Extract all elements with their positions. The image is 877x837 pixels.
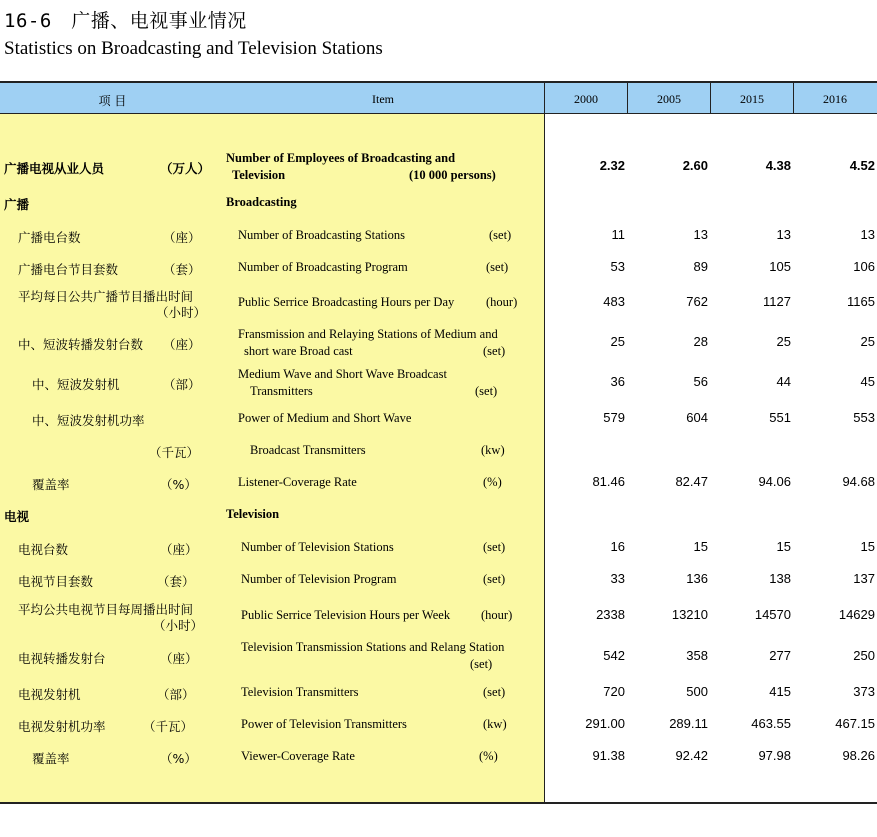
row-unit-en: (hour) [481, 608, 513, 622]
row-unit-cn: （小时） [153, 618, 204, 633]
header-item-en: Item [372, 92, 394, 106]
row-label-en: Viewer-Coverage Rate [241, 749, 355, 763]
value-cell: 92.42 [675, 748, 708, 763]
row-label-cn: 广播电台节目套数 [18, 262, 119, 277]
row-label-en: Listener-Coverage Rate [238, 475, 357, 489]
row-unit-en: (%) [483, 475, 502, 489]
row-unit-en: (set) [483, 344, 506, 358]
value-cell: 138 [769, 571, 791, 586]
value-cell: 44 [776, 374, 791, 389]
value-cell: 94.06 [758, 474, 791, 489]
value-cell: 483 [603, 294, 625, 309]
value-cell: 25 [860, 334, 875, 349]
value-cell: 551 [769, 410, 791, 425]
value-cell: 98.26 [842, 748, 875, 763]
row-label-cn: 覆盖率 [32, 477, 70, 492]
row-unit-cn: （座） [163, 230, 201, 245]
value-cell: 415 [769, 684, 791, 699]
value-cell: 82.47 [675, 474, 708, 489]
value-cell: 2.32 [599, 158, 625, 173]
row-label-en: Power of Television Transmitters [241, 717, 407, 731]
value-cell: 15 [860, 539, 875, 554]
row-unit-en: (set) [483, 540, 506, 554]
value-cell: 94.68 [842, 474, 875, 489]
row-unit-cn: （座） [163, 337, 201, 352]
value-cell: 45 [860, 374, 875, 389]
row-label-en: Public Serrice Television Hours per Week [241, 608, 451, 622]
value-cell: 89 [693, 259, 708, 274]
table-bottom-rule [0, 802, 877, 804]
value-cell: 28 [693, 334, 708, 349]
value-cell: 53 [610, 259, 625, 274]
value-cell: 500 [686, 684, 708, 699]
value-cell: 105 [769, 259, 791, 274]
section-label-cn: 广播 [4, 197, 30, 212]
row-unit-cn: （套） [163, 262, 201, 277]
value-cell: 13 [776, 227, 791, 242]
value-cell: 137 [853, 571, 875, 586]
value-cell: 91.38 [592, 748, 625, 763]
label-panel [0, 114, 544, 804]
row-label-cn: 电视转播发射台 [18, 651, 106, 666]
section-label-cn: 电视 [4, 509, 30, 524]
row-unit-en: (%) [479, 749, 498, 763]
row-label-cn: 广播电台数 [18, 230, 81, 245]
value-cell: 289.11 [669, 716, 708, 731]
value-cell: 97.98 [758, 748, 791, 763]
value-cell: 277 [769, 648, 791, 663]
section-label-en: Broadcasting [226, 195, 297, 209]
row-label-en: Television Transmitters [241, 685, 359, 699]
value-cell: 11 [611, 227, 625, 242]
value-cell: 13 [693, 227, 708, 242]
row-label-en: Medium Wave and Short Wave Broadcast [238, 367, 447, 381]
row-unit-cn: （千瓦） [143, 719, 194, 734]
value-cell: 56 [693, 374, 708, 389]
row-label-cn: 电视发射机功率 [18, 719, 106, 734]
value-cell: 14570 [754, 607, 791, 622]
value-cell: 25 [610, 334, 625, 349]
value-cell: 13 [860, 227, 875, 242]
header-year: 2000 [574, 92, 598, 106]
row-unit-en: (hour) [486, 295, 518, 309]
value-cell: 4.38 [765, 158, 791, 173]
row-label-cn: 平均公共电视节目每周播出时间 [18, 602, 194, 617]
row-label-cn: 电视台数 [18, 542, 69, 557]
page-title-cn: 16-6 广播、电视事业情况 [4, 10, 247, 32]
value-cell: 15 [776, 539, 791, 554]
row-unit-en: (kw) [483, 717, 507, 731]
value-cell: 373 [853, 684, 875, 699]
row-label-cn: 广播电视从业人员 [4, 161, 105, 176]
value-cell: 136 [686, 571, 708, 586]
value-cell: 553 [853, 410, 875, 425]
row-unit-cn: （套） [157, 574, 195, 589]
row-unit-cn: （小时） [156, 305, 207, 320]
value-cell: 4.52 [849, 158, 875, 173]
header-item-cn: 项 目 [98, 94, 127, 108]
value-cell: 2.60 [682, 158, 708, 173]
row-unit-en: (set) [489, 228, 512, 242]
row-label-cn: 中、短波转播发射台数 [18, 337, 144, 352]
value-cell: 358 [686, 648, 708, 663]
value-cell: 579 [603, 410, 625, 425]
value-cell: 291.00 [585, 716, 625, 731]
header-year: 2015 [740, 92, 764, 106]
row-label-cn: 中、短波发射机功率 [32, 413, 145, 428]
header-year: 2016 [823, 92, 847, 106]
row-unit-en: (10 000 persons) [409, 168, 496, 182]
row-unit-cn: （座） [160, 542, 198, 557]
row-unit-en: (set) [483, 685, 506, 699]
row-label-en: Number of Broadcasting Program [238, 260, 408, 274]
row-label-cn: 中、短波发射机 [32, 377, 120, 392]
value-cell: 15 [693, 539, 708, 554]
value-cell: 81.46 [592, 474, 625, 489]
value-cell: 2338 [596, 607, 625, 622]
row-label-en: Number of Television Program [241, 572, 397, 586]
row-unit-en: (set) [483, 572, 506, 586]
row-label-cn: 电视节目套数 [18, 574, 94, 589]
row-label-en: short ware Broad cast [244, 344, 353, 358]
row-unit-en: (set) [470, 657, 493, 671]
row-unit-cn: （部） [157, 687, 195, 702]
value-cell: 14629 [838, 607, 875, 622]
page-title-en: Statistics on Broadcasting and Television Stations [4, 38, 383, 59]
value-cell: 1127 [763, 294, 791, 309]
row-label-en: Television Transmission Stations and Relang Station [241, 640, 505, 654]
row-label-en: Transmitters [250, 384, 313, 398]
row-label-en: Broadcast Transmitters [250, 443, 366, 457]
header-year: 2005 [657, 92, 681, 106]
row-unit-cn: （千瓦） [149, 445, 200, 460]
row-label-en: Power of Medium and Short Wave [238, 411, 412, 425]
value-cell: 604 [686, 410, 708, 425]
value-cell: 250 [853, 648, 875, 663]
value-cell: 762 [686, 294, 708, 309]
row-label-en: Number of Television Stations [241, 540, 394, 554]
value-cell: 33 [610, 571, 625, 586]
value-cell: 1165 [847, 294, 875, 309]
section-label-en: Television [226, 507, 280, 521]
value-cell: 36 [610, 374, 625, 389]
value-cell: 720 [603, 684, 625, 699]
row-unit-en: (set) [475, 384, 498, 398]
value-cell: 467.15 [835, 716, 875, 731]
row-unit-cn: （%） [160, 751, 197, 766]
row-label-cn: 覆盖率 [32, 751, 70, 766]
row-unit-en: (set) [486, 260, 509, 274]
value-cell: 13210 [671, 607, 708, 622]
value-cell: 106 [853, 259, 875, 274]
value-cell: 16 [610, 539, 625, 554]
row-label-en: Number of Broadcasting Stations [238, 228, 405, 242]
row-label-en: Public Serrice Broadcasting Hours per Day [238, 295, 455, 309]
row-unit-cn: （%） [160, 477, 197, 492]
row-label-en: Number of Employees of Broadcasting and [226, 151, 456, 165]
value-cell: 25 [776, 334, 791, 349]
row-unit-en: (kw) [481, 443, 505, 457]
row-label-en: Television [232, 168, 286, 182]
row-unit-cn: （万人） [160, 161, 211, 176]
value-cell: 542 [603, 648, 625, 663]
value-cell: 463.55 [751, 716, 791, 731]
row-label-cn: 平均每日公共广播节目播出时间 [18, 289, 194, 304]
row-label-en: Fransmission and Relaying Stations of Medium and [238, 327, 498, 341]
row-unit-cn: （部） [163, 377, 201, 392]
row-label-cn: 电视发射机 [18, 687, 81, 702]
row-unit-cn: （座） [160, 651, 198, 666]
